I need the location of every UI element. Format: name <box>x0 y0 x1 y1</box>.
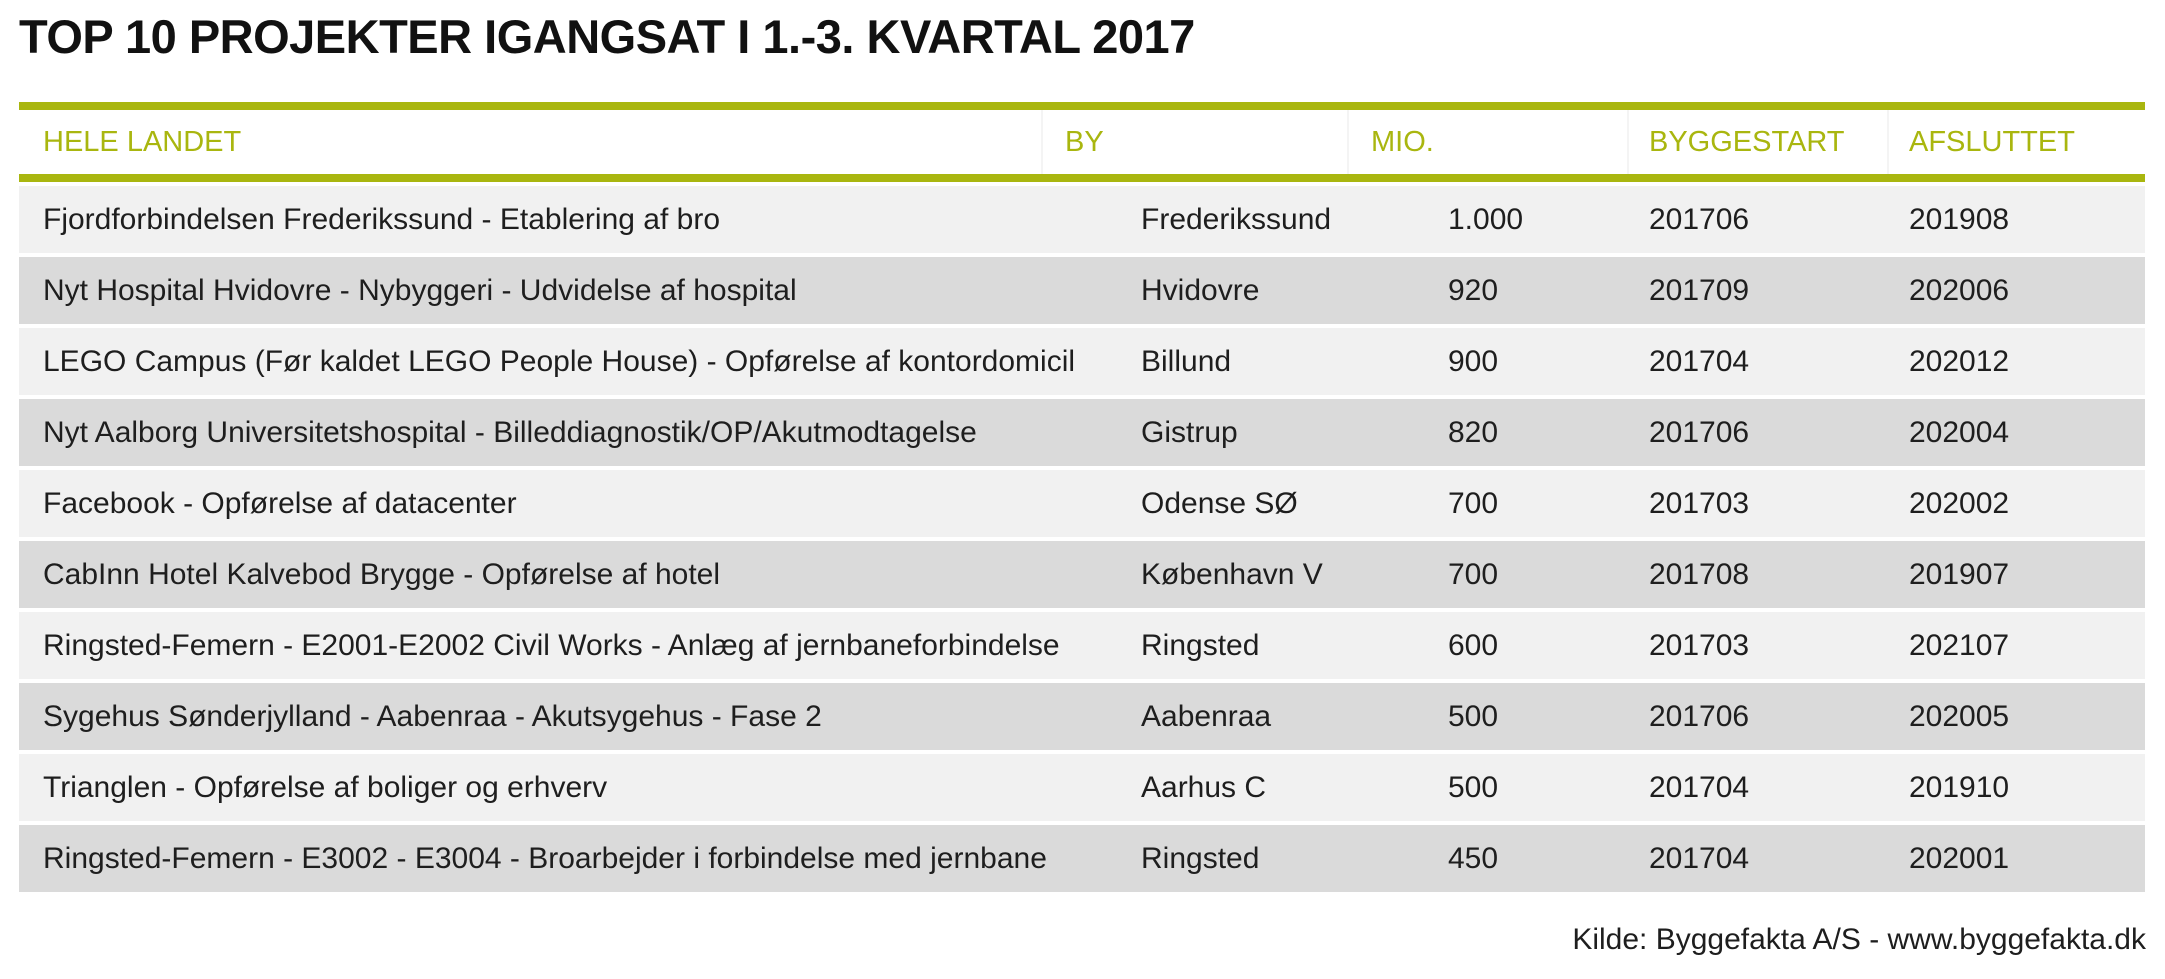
cell-end: 201908 <box>1909 203 2010 236</box>
cell-city: Aarhus C <box>1141 771 1267 804</box>
header-end: AFSLUTTET <box>1909 126 2075 158</box>
header-bottom-rule <box>19 174 2145 182</box>
table-row <box>19 683 2145 750</box>
table-row <box>19 186 2145 253</box>
cell-mio: 450 <box>1448 842 1499 875</box>
cell-project: Fjordforbindelsen Frederikssund - Etablering af bro <box>43 203 721 236</box>
cell-start: 201704 <box>1649 842 1750 875</box>
cell-start: 201708 <box>1649 558 1750 591</box>
cell-start: 201706 <box>1649 203 1750 236</box>
source-note: Kilde: Byggefakta A/S - www.byggefakta.dk <box>1572 923 2146 956</box>
cell-mio: 500 <box>1448 771 1499 804</box>
table-row <box>19 754 2145 821</box>
cell-city: Gistrup <box>1141 416 1238 449</box>
cell-mio: 820 <box>1448 416 1499 449</box>
cell-city: Ringsted <box>1141 842 1260 875</box>
cell-city: Aabenraa <box>1141 700 1272 733</box>
cell-end: 202005 <box>1909 700 2010 733</box>
cell-city: Odense SØ <box>1141 487 1298 520</box>
cell-start: 201709 <box>1649 274 1750 307</box>
table-header <box>19 110 2145 174</box>
header-project: HELE LANDET <box>43 126 242 158</box>
cell-mio: 600 <box>1448 629 1499 662</box>
header-top-rule <box>19 102 2145 110</box>
table-row <box>19 470 2145 537</box>
cell-project: LEGO Campus (Før kaldet LEGO People House) - Opførelse af kontordomicil <box>43 345 1076 378</box>
header-city: BY <box>1065 126 1104 158</box>
cell-mio: 900 <box>1448 345 1499 378</box>
table-row <box>19 399 2145 466</box>
cell-start: 201704 <box>1649 345 1750 378</box>
cell-end: 202012 <box>1909 345 2010 378</box>
cell-mio: 920 <box>1448 274 1499 307</box>
cell-end: 202107 <box>1909 629 2010 662</box>
cell-project: Ringsted-Femern - E3002 - E3004 - Broarbejder i forbindelse med jernbane <box>43 842 1047 875</box>
projects-table <box>19 102 2145 892</box>
header-divider <box>1041 110 1043 174</box>
cell-end: 202001 <box>1909 842 2010 875</box>
cell-mio: 1.000 <box>1448 203 1524 236</box>
header-start: BYGGESTART <box>1649 126 1845 158</box>
table-title: TOP 10 PROJEKTER IGANGSAT I 1.-3. KVARTAL 2017 <box>19 10 1195 63</box>
table-row <box>19 612 2145 679</box>
cell-end: 202004 <box>1909 416 2010 449</box>
cell-project: Nyt Hospital Hvidovre - Nybyggeri - Udvidelse af hospital <box>43 274 797 307</box>
cell-project: Facebook - Opførelse af datacenter <box>43 487 517 520</box>
cell-mio: 700 <box>1448 487 1499 520</box>
cell-project: Trianglen - Opførelse af boliger og erhverv <box>43 771 608 804</box>
cell-mio: 500 <box>1448 700 1499 733</box>
table-body <box>19 186 2145 892</box>
table-row <box>19 825 2145 892</box>
cell-end: 201910 <box>1909 771 2010 804</box>
cell-city: Billund <box>1141 345 1232 378</box>
header-mio: MIO. <box>1371 126 1434 158</box>
header-divider <box>1627 110 1629 174</box>
cell-project: CabInn Hotel Kalvebod Brygge - Opførelse af hotel <box>43 558 721 591</box>
cell-project: Ringsted-Femern - E2001-E2002 Civil Works - Anlæg af jernbaneforbindelse <box>43 629 1060 662</box>
cell-city: København V <box>1141 558 1323 591</box>
cell-start: 201703 <box>1649 629 1750 662</box>
cell-start: 201706 <box>1649 416 1750 449</box>
cell-end: 202006 <box>1909 274 2010 307</box>
cell-city: Hvidovre <box>1141 274 1260 307</box>
cell-start: 201704 <box>1649 771 1750 804</box>
cell-end: 201907 <box>1909 558 2010 591</box>
cell-mio: 700 <box>1448 558 1499 591</box>
cell-city: Frederikssund <box>1141 203 1332 236</box>
cell-start: 201706 <box>1649 700 1750 733</box>
table-row <box>19 257 2145 324</box>
header-divider <box>1347 110 1349 174</box>
cell-city: Ringsted <box>1141 629 1260 662</box>
cell-start: 201703 <box>1649 487 1750 520</box>
header-divider <box>1887 110 1889 174</box>
cell-project: Nyt Aalborg Universitetshospital - Billeddiagnostik/OP/Akutmodtagelse <box>43 416 977 449</box>
table-row <box>19 328 2145 395</box>
cell-end: 202002 <box>1909 487 2010 520</box>
table-row <box>19 541 2145 608</box>
cell-project: Sygehus Sønderjylland - Aabenraa - Akutsygehus - Fase 2 <box>43 700 822 733</box>
